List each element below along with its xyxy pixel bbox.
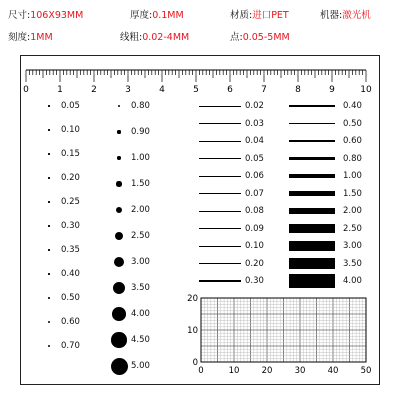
line-sample-thick-label: 4.00 <box>343 276 362 286</box>
dot-sample-large-label: 4.00 <box>131 309 150 319</box>
grid-x-label: 30 <box>294 366 306 376</box>
line-sample-thick-label: 2.00 <box>343 206 362 216</box>
spec-line-width <box>120 32 189 44</box>
line-sample-thin-label: 0.04 <box>245 136 264 146</box>
line-sample-thick-label: 0.60 <box>343 136 362 146</box>
line-sample-thick-label: 3.50 <box>343 258 362 269</box>
dot-sample-small-label: 0.05 <box>61 101 80 111</box>
dot-sample-small-label: 0.15 <box>61 149 80 159</box>
line-sample-thick-label: 0.40 <box>343 101 362 111</box>
dot-sample-large-label: 2.00 <box>131 205 150 215</box>
line-sample-thin-label: 0.09 <box>245 223 264 234</box>
grid-x-label: 40 <box>327 366 339 376</box>
spec-machine-value: 激光机 <box>342 10 371 21</box>
line-sample-thin-label: 0.30 <box>245 276 264 286</box>
spec-dot-size-label: 点: <box>230 32 243 43</box>
line-sample-thin-label: 0.07 <box>245 188 264 199</box>
spec-thickness-label: 厚度: <box>130 10 153 21</box>
spec-size <box>8 10 83 22</box>
line-sample-thick-label: 0.80 <box>343 153 362 164</box>
dot-sample-small-label: 0.40 <box>61 269 80 279</box>
spec-material <box>230 10 289 22</box>
ruler-label: 3 <box>125 85 131 95</box>
line-sample-thin-label: 0.08 <box>245 206 264 216</box>
dot-sample-small-label: 0.30 <box>61 221 80 231</box>
ruler-label: 10 <box>360 85 372 95</box>
dot-sample-large-label: 4.50 <box>131 335 150 345</box>
grid-x-label: 50 <box>360 366 372 376</box>
line-sample-thin-label: 0.05 <box>245 153 264 164</box>
dot-sample-small-label: 0.20 <box>61 173 80 183</box>
spec-line-width-value: 0.02-4MM <box>142 32 190 43</box>
spec-scale-label: 刻度: <box>8 32 31 43</box>
grid-y-label: 20 <box>187 294 198 304</box>
line-sample-thick-label: 1.50 <box>343 188 362 199</box>
spec-machine-label: 机器: <box>320 10 343 21</box>
line-sample-thick-label: 0.50 <box>343 118 362 129</box>
dot-sample-large-label: 3.50 <box>131 283 150 293</box>
line-sample-thin-label: 0.02 <box>245 101 264 111</box>
spec-scale <box>8 32 53 44</box>
grid-x-label: 20 <box>261 366 273 376</box>
grid-y-label: 10 <box>187 326 198 336</box>
spec-thickness <box>130 10 184 22</box>
dot-sample-large-label: 1.00 <box>131 153 150 163</box>
dot-sample-large-label: 0.80 <box>131 101 150 111</box>
test-card <box>20 55 380 385</box>
spec-material-value: 进口PET <box>252 10 289 21</box>
dot-sample-large-label: 5.00 <box>131 361 150 371</box>
ruler-label: 1 <box>57 85 63 95</box>
line-sample-thick-label: 3.00 <box>343 241 362 251</box>
dot-sample-small-label: 0.50 <box>61 293 80 303</box>
spec-size-label: 尺寸: <box>8 10 31 21</box>
dot-sample-small-label: 0.60 <box>61 317 80 327</box>
spec-dot-size <box>230 32 290 44</box>
dot-sample-large-label: 2.50 <box>131 231 150 241</box>
ruler-label: 9 <box>329 85 335 95</box>
line-sample-thin-label: 0.20 <box>245 258 264 269</box>
ruler-label: 7 <box>261 85 267 95</box>
spec-thickness-value: 0.1MM <box>152 10 184 21</box>
dot-sample-small-label: 0.25 <box>61 197 80 207</box>
spec-dot-size-value: 0.05-5MM <box>242 32 290 43</box>
line-sample-thin-label: 0.03 <box>245 118 264 129</box>
ruler-label: 0 <box>23 85 29 95</box>
ruler-label: 8 <box>295 85 301 95</box>
line-sample-thick-label: 2.50 <box>343 223 362 234</box>
dot-sample-small-label: 0.35 <box>61 245 80 255</box>
dot-sample-large-label: 3.00 <box>131 257 150 267</box>
line-sample-thick-label: 1.00 <box>343 171 362 181</box>
dot-sample-large-label: 1.50 <box>131 179 150 189</box>
spec-machine <box>320 10 371 22</box>
spec-size-value: 106X93MM <box>30 10 84 21</box>
line-sample-thin-label: 0.06 <box>245 171 264 181</box>
grid-chart <box>21 56 379 384</box>
dot-sample-large-label: 0.90 <box>131 127 150 137</box>
ruler-label: 2 <box>91 85 97 95</box>
spec-material-label: 材质: <box>230 10 253 21</box>
spec-line-width-label: 线粗: <box>120 32 143 43</box>
spec-scale-value: 1MM <box>30 32 53 43</box>
ruler-label: 4 <box>159 85 165 95</box>
grid-x-label: 0 <box>198 366 204 376</box>
ruler-label: 5 <box>193 85 199 95</box>
grid-y-label: 0 <box>192 358 198 368</box>
dot-sample-small-label: 0.70 <box>61 341 80 351</box>
grid-x-label: 10 <box>228 366 240 376</box>
line-sample-thin-label: 0.10 <box>245 241 264 251</box>
dot-sample-small-label: 0.10 <box>61 125 80 135</box>
ruler-label: 6 <box>227 85 233 95</box>
